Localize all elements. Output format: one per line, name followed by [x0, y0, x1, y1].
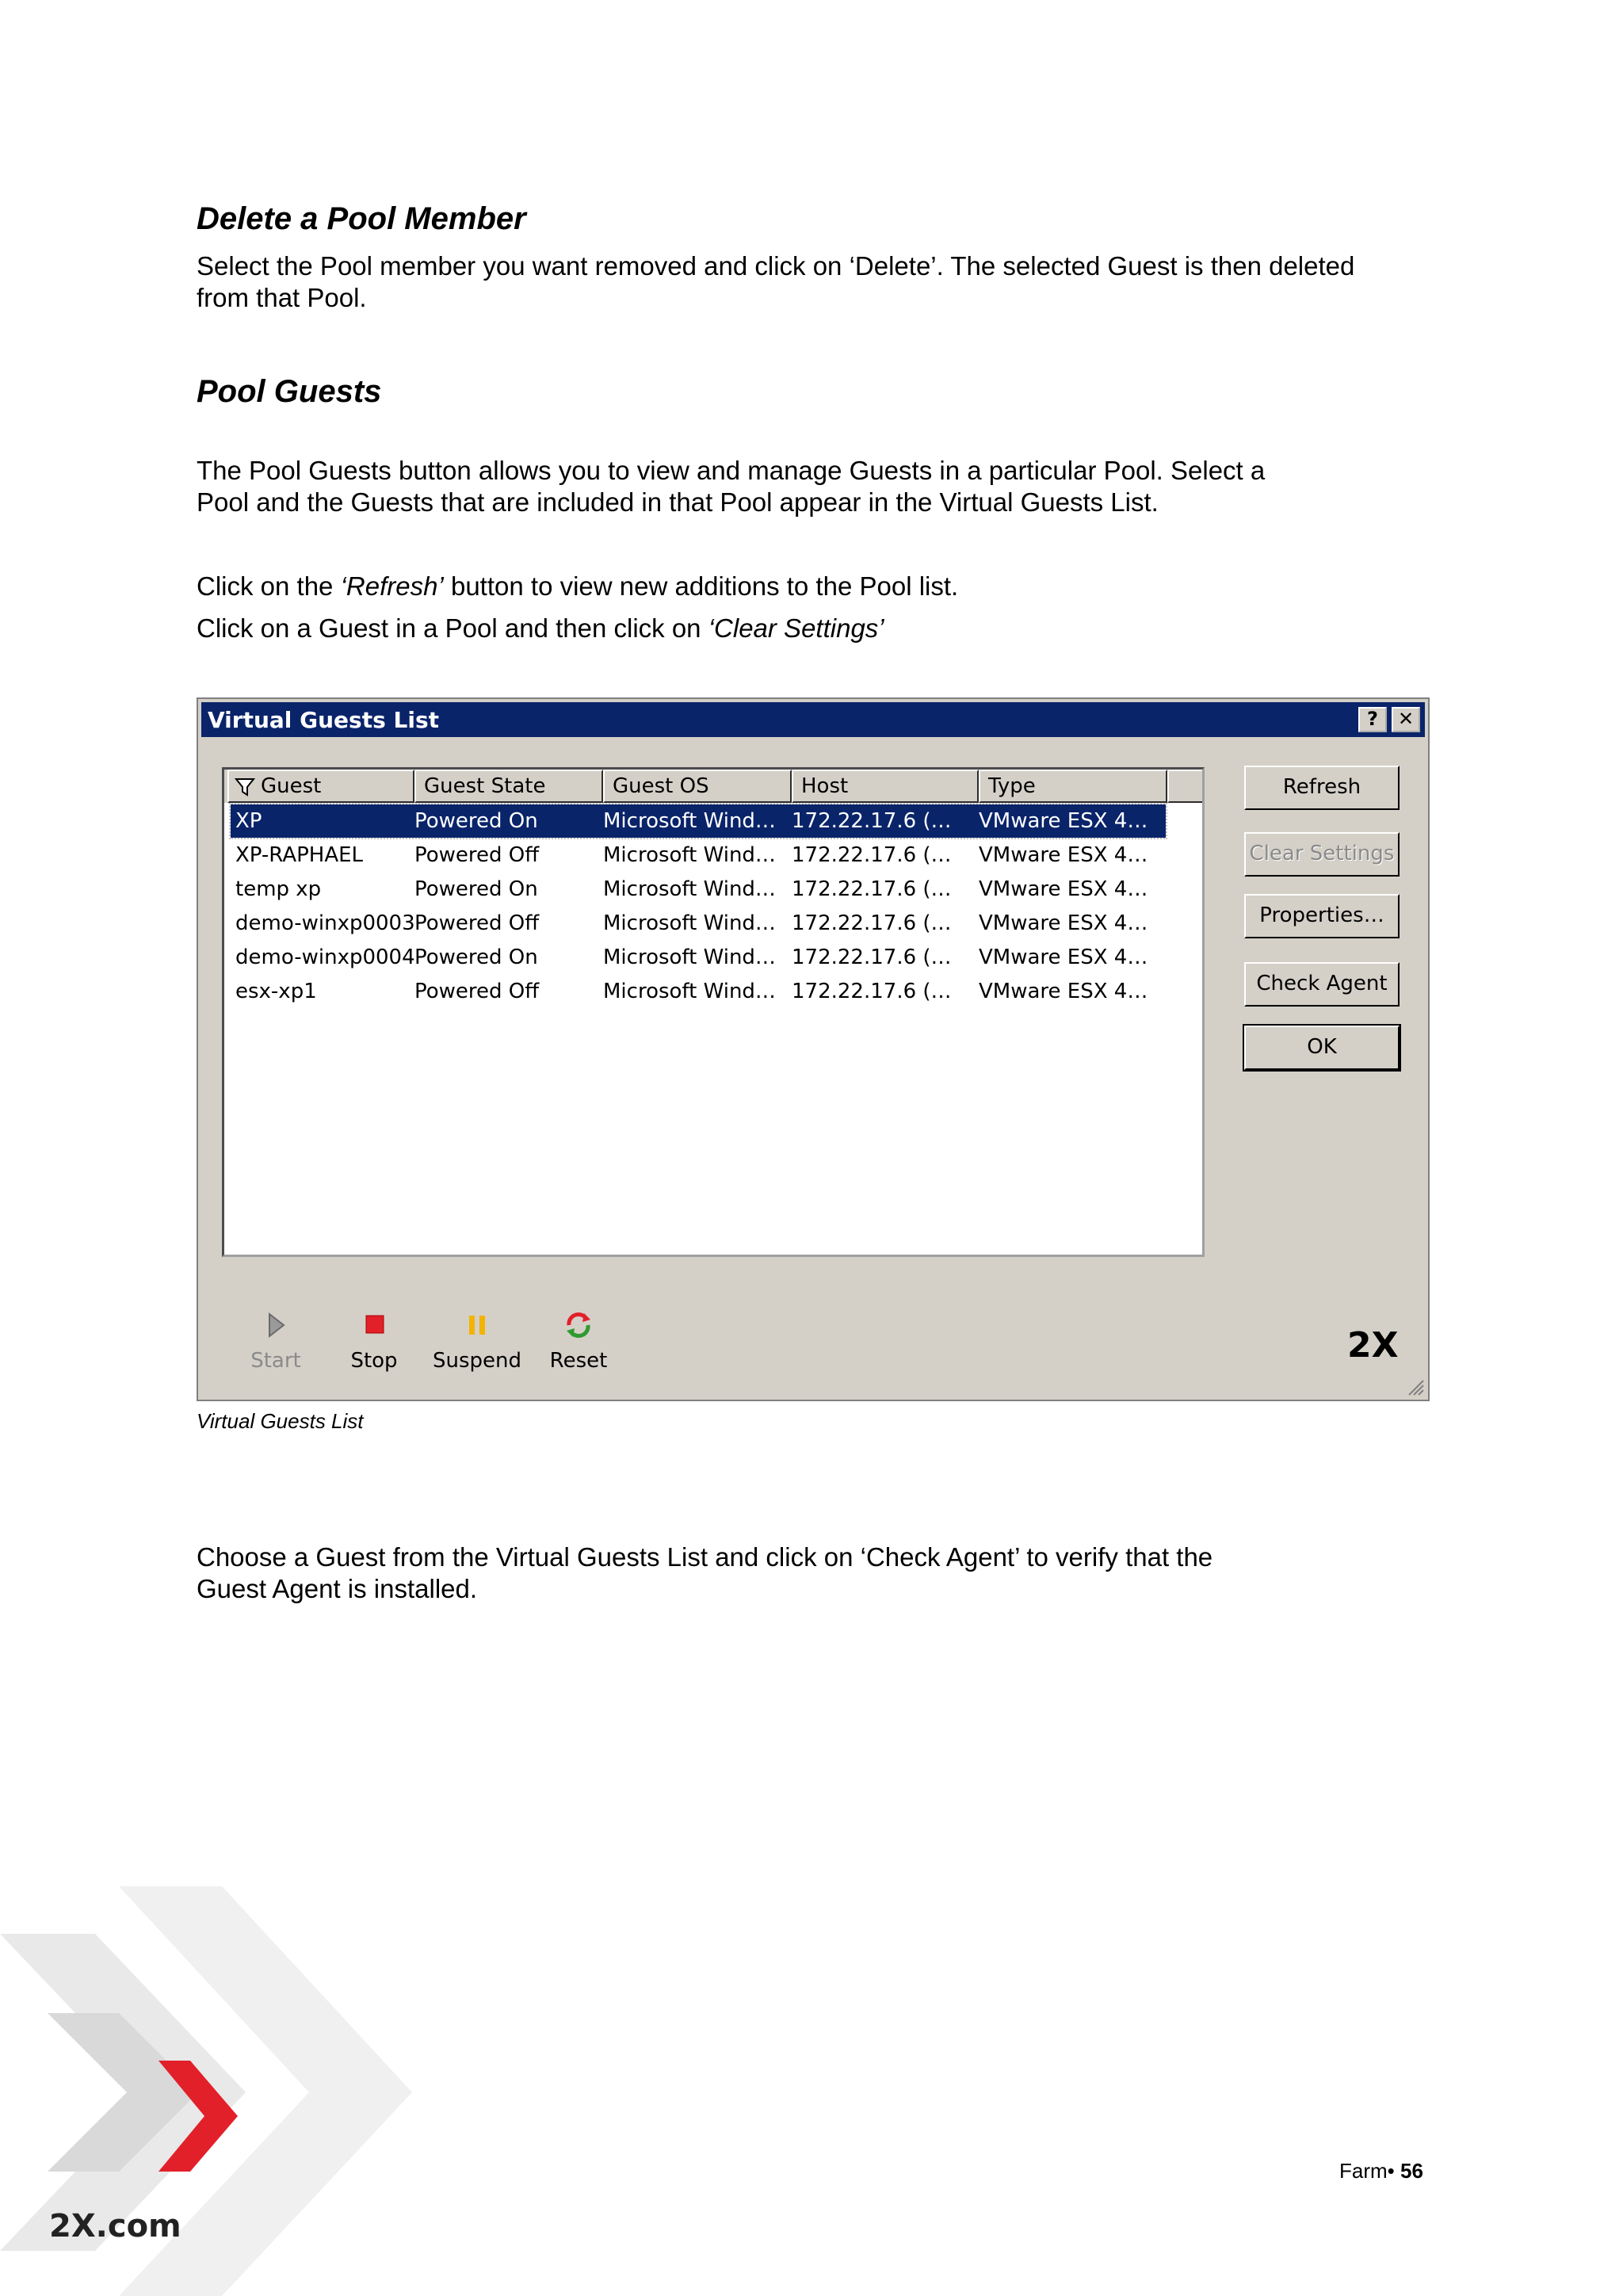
reset-icon	[563, 1309, 594, 1341]
table-cell: Microsoft Wind…	[603, 843, 776, 867]
table-cell: Powered Off	[414, 980, 540, 1003]
table-cell: XP	[235, 809, 262, 833]
table-cell: VMware ESX 4…	[979, 843, 1148, 867]
help-button[interactable]: ?	[1358, 707, 1387, 732]
column-type[interactable]: Type	[979, 770, 1167, 803]
table-cell: temp xp	[235, 877, 322, 901]
column-filler	[1167, 770, 1204, 803]
properties-button[interactable]: Properties…	[1244, 894, 1400, 938]
stop-tool[interactable]	[327, 1309, 422, 1396]
dialog-title-bar	[201, 702, 1425, 737]
clear-settings-button[interactable]: Clear Settings	[1244, 832, 1400, 877]
reset-label: Reset	[549, 1349, 608, 1373]
figure-caption: Virtual Guests List	[197, 1409, 364, 1433]
ok-button[interactable]: OK	[1244, 1026, 1400, 1070]
table-cell: demo-winxp0003	[235, 911, 415, 935]
table-cell: 172.22.17.6 (…	[792, 911, 952, 935]
table-row[interactable]	[231, 839, 1166, 872]
table-cell: Microsoft Wind…	[603, 911, 776, 935]
pool-guests-line2: Pool and the Guests that are included in that Pool appear in the Virtual Guests List.	[197, 487, 1159, 517]
table-cell: Microsoft Wind…	[603, 980, 776, 1003]
table-cell: Microsoft Wind…	[603, 809, 776, 833]
table-row[interactable]	[231, 804, 1166, 838]
table-cell: Microsoft Wind…	[603, 946, 776, 969]
table-cell: Powered On	[414, 809, 538, 833]
page-number: 56	[1400, 2159, 1423, 2183]
table-cell: VMware ESX 4…	[979, 877, 1148, 901]
table-cell: 172.22.17.6 (…	[792, 877, 952, 901]
table-cell: 172.22.17.6 (…	[792, 946, 952, 969]
start-tool[interactable]	[228, 1309, 323, 1396]
pause-icon	[461, 1309, 493, 1341]
column-host[interactable]: Host	[792, 770, 979, 803]
brand-logo: 2X	[1347, 1325, 1399, 1366]
dialog-title: Virtual Guests List	[208, 707, 440, 733]
reset-tool[interactable]	[531, 1309, 626, 1396]
table-cell: Powered On	[414, 877, 538, 901]
table-row[interactable]	[231, 975, 1166, 1008]
refresh-button[interactable]: Refresh	[1244, 766, 1400, 810]
table-cell: VMware ESX 4…	[979, 809, 1148, 833]
table-row[interactable]	[231, 907, 1166, 940]
guests-list-view[interactable]	[222, 767, 1205, 1257]
table-cell: 172.22.17.6 (…	[792, 843, 952, 867]
table-cell: 172.22.17.6 (…	[792, 809, 952, 833]
refresh-instruction: Click on the ‘Refresh’ button to view new additions to the Pool list.	[197, 571, 959, 601]
heading-pool-guests: Pool Guests	[197, 374, 382, 409]
resize-grip-icon[interactable]	[1404, 1376, 1425, 1396]
delete-paragraph-line1: Select the Pool member you want removed and click on ‘Delete’. The selected Guest is then deleted	[197, 251, 1355, 281]
delete-paragraph-line2: from that Pool.	[197, 283, 367, 312]
table-cell: Powered Off	[414, 843, 540, 867]
virtual-guests-dialog	[197, 697, 1430, 1401]
watermark-brand-text: 2X.com	[49, 2208, 181, 2244]
table-cell: 172.22.17.6 (…	[792, 980, 952, 1003]
column-guest-label: Guest	[261, 774, 322, 798]
clear-settings-instruction: Click on a Guest in a Pool and then click on ‘Clear Settings’	[197, 613, 884, 643]
footer-section: Farm•	[1339, 2159, 1395, 2183]
check-agent-line2: Guest Agent is installed.	[197, 1574, 478, 1603]
table-cell: Powered Off	[414, 911, 540, 935]
play-icon	[260, 1309, 292, 1341]
suspend-tool[interactable]	[430, 1309, 525, 1396]
table-cell: VMware ESX 4…	[979, 980, 1148, 1003]
list-header	[224, 770, 1202, 803]
table-cell: Powered On	[414, 946, 538, 969]
table-cell: VMware ESX 4…	[979, 911, 1148, 935]
table-row[interactable]	[231, 873, 1166, 906]
suspend-label: Suspend	[432, 1349, 521, 1373]
table-cell: Microsoft Wind…	[603, 877, 776, 901]
table-cell: esx-xp1	[235, 980, 317, 1003]
start-label: Start	[250, 1349, 301, 1373]
filter-icon[interactable]	[234, 776, 256, 798]
table-cell: VMware ESX 4…	[979, 946, 1148, 969]
column-guest-state[interactable]: Guest State	[414, 770, 603, 803]
table-cell: XP-RAPHAEL	[235, 843, 364, 867]
column-guest-os[interactable]: Guest OS	[603, 770, 792, 803]
check-agent-button[interactable]: Check Agent	[1244, 962, 1400, 1007]
stop-label: Stop	[350, 1349, 398, 1373]
page-footer	[1339, 2159, 1423, 2183]
table-cell: demo-winxp0004	[235, 946, 415, 969]
column-guest[interactable]	[227, 770, 414, 803]
stop-icon	[358, 1309, 390, 1341]
check-agent-line1: Choose a Guest from the Virtual Guests List and click on ‘Check Agent’ to verify that the	[197, 1542, 1213, 1572]
pool-guests-line1: The Pool Guests button allows you to view and manage Guests in a particular Pool. Select a	[197, 456, 1266, 485]
heading-delete-pool-member: Delete a Pool Member	[197, 201, 526, 236]
close-button[interactable]: ✕	[1392, 707, 1420, 732]
table-row[interactable]	[231, 941, 1166, 974]
